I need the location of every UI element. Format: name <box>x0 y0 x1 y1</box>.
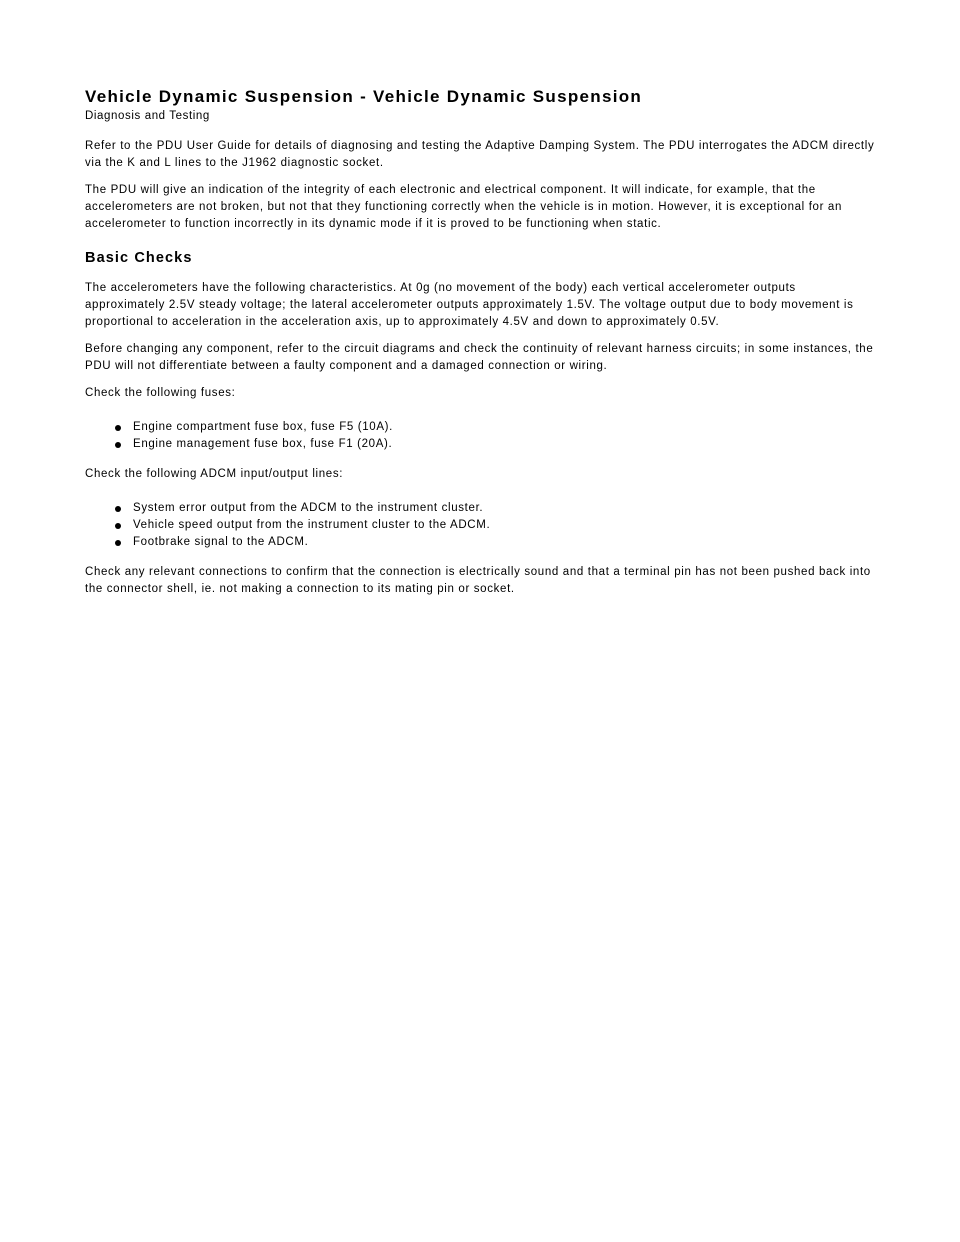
basic-checks-paragraph: Before changing any component, refer to the circuit diagrams and check the continuity of relevant harness circuits; in some instances, the PDU will not differentiate between a faulty component and a damaged connection or wiring. <box>85 343 874 372</box>
page-title: Vehicle Dynamic Suspension - Vehicle Dynamic Suspension <box>85 87 643 106</box>
adcm-lines-list <box>85 500 875 551</box>
bullet-icon <box>115 425 121 431</box>
list-item <box>115 500 875 517</box>
list-item-text: Engine compartment fuse box, fuse F5 (10A). <box>133 421 393 433</box>
bullet-icon <box>115 506 121 512</box>
section-heading-basic-checks: Basic Checks <box>85 250 193 266</box>
bullet-icon <box>115 523 121 529</box>
bullet-icon <box>115 540 121 546</box>
closing-paragraph: Check any relevant connections to confirm that the connection is electrically sound and that a terminal pin has not been pushed back into the connector shell, ie. not making a connection to its mating pin or socket. <box>85 566 871 595</box>
list-item-text: Vehicle speed output from the instrument cluster to the ADCM. <box>133 519 491 531</box>
lines-intro: Check the following ADCM input/output lines: <box>85 468 344 480</box>
list-item <box>115 534 875 551</box>
list-item-text: System error output from the ADCM to the instrument cluster. <box>133 502 484 514</box>
list-item-text: Engine management fuse box, fuse F1 (20A). <box>133 438 393 450</box>
list-item <box>115 419 875 436</box>
list-item <box>115 436 875 453</box>
list-item <box>115 517 875 534</box>
basic-checks-paragraph: The accelerometers have the following characteristics. At 0g (no movement of the body) each vertical accelerometer outputs approximately 2.5V steady voltage; the lateral accelerometer outputs approximately 1.5V. The voltage output due to body movement is proportional to acceleration in the acceleration axis, up to approximately 4.5V and down to approximately 0.5V. <box>85 282 854 328</box>
page-subtitle: Diagnosis and Testing <box>85 110 210 122</box>
intro-paragraph: The PDU will give an indication of the integrity of each electronic and electrical component. It will indicate, for example, that the accelerometers are not broken, but not that they functioning correctly when the vehicle is in motion. However, it is exceptional for an accelerometer to function incorrectly in its dynamic mode if it is proved to be functioning when static. <box>85 184 843 230</box>
document-page <box>85 86 875 598</box>
bullet-icon <box>115 442 121 448</box>
list-item-text: Footbrake signal to the ADCM. <box>133 536 309 548</box>
fuse-list <box>85 419 875 453</box>
intro-paragraph: Refer to the PDU User Guide for details of diagnosing and testing the Adaptive Damping System. The PDU interrogates the ADCM directly via the K and L lines to the J1962 diagnostic socket. <box>85 140 875 169</box>
fuses-intro: Check the following fuses: <box>85 387 236 399</box>
